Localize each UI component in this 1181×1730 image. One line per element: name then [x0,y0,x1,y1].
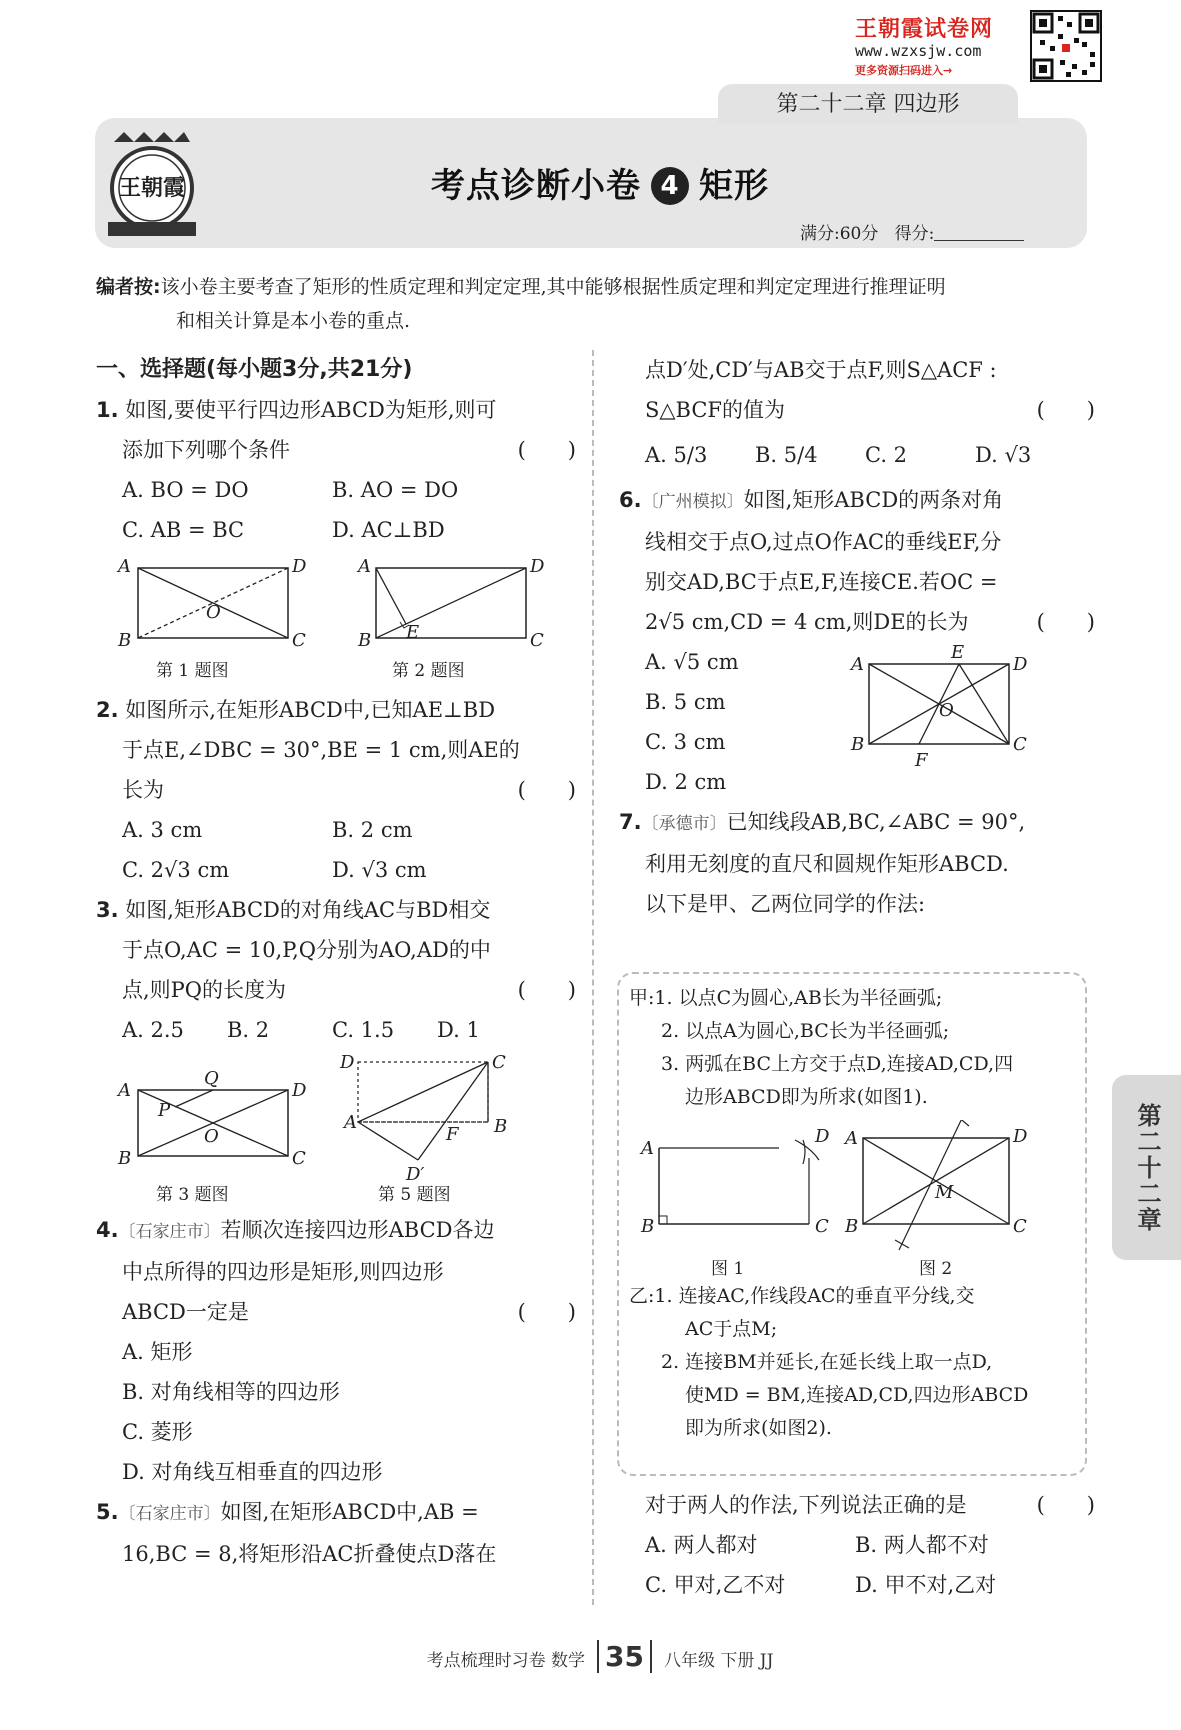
q5-source: 〔石家庄市〕 [118,1504,221,1524]
fig3-caption: 第 3 题图 [156,1185,229,1205]
svg-text:C: C [815,1216,829,1237]
q5-text3: 点D′处,CD′与AB交于点F,则S△ACF : [645,358,997,382]
figure-6 [839,642,1039,772]
q4-option-a[interactable]: A. 矩形 [122,1340,193,1364]
svg-text:D: D [1013,654,1028,675]
q3-option-b[interactable]: B. 2 [227,1018,270,1042]
q7-text1: 已知线段AB,BC,∠ABC = 90°, [726,810,1026,834]
fig5-caption: 第 5 题图 [378,1185,451,1205]
q4-number: 4. [96,1218,119,1242]
q7-option-b[interactable]: B. 两人都不对 [855,1533,989,1557]
svg-text:C: C [1013,734,1027,755]
q5-text1: 如图,在矩形ABCD中,AB = [220,1500,479,1524]
q2-text3: 长为 [122,778,164,802]
q6-option-a[interactable]: A. √5 cm [645,650,739,674]
q3-answer-blank[interactable]: ( ) [517,978,576,1002]
svg-text:A: A [851,654,864,675]
brand-url[interactable]: www.wzxsjw.com [855,42,982,60]
q5-answer-blank[interactable]: ( ) [1036,398,1095,422]
svg-text:F: F [446,1124,459,1145]
question-4 [96,1210,576,1492]
q1-option-c[interactable]: C. AB = BC [122,518,245,542]
left-column [96,350,576,1574]
score-blank[interactable] [934,224,1024,241]
svg-text:B: B [494,1116,508,1137]
q4-option-b[interactable]: B. 对角线相等的四边形 [122,1380,340,1404]
q7-text2: 利用无刻度的直尺和圆规作矩形ABCD. [645,852,1009,876]
q5-option-a[interactable]: A. 5/3 [645,443,708,467]
svg-text:B: B [851,734,865,755]
q2-option-b[interactable]: B. 2 cm [332,818,413,842]
svg-text:A: A [641,1138,654,1159]
q2-answer-blank[interactable]: ( ) [517,778,576,802]
question-1 [96,390,576,550]
svg-text:F: F [915,750,928,771]
q1-option-d[interactable]: D. AC⊥BD [332,518,445,542]
q1-text1: 如图,要使平行四边形ABCD为矩形,则可 [125,398,497,422]
svg-text:D: D [292,556,307,577]
chapter-tab: 第二十二章 四边形 [718,84,1018,124]
question-3 [96,890,576,1050]
q7-option-d[interactable]: D. 甲不对,乙对 [855,1573,997,1597]
q3-option-a[interactable]: A. 2.5 [122,1018,184,1042]
question-7 [619,802,1085,924]
jia-step3: 3. 两弧在BC上方交于点D,连接AD,CD,四 [661,1053,1014,1075]
q6-text1: 如图,矩形ABCD的两条对角 [743,488,1004,512]
question-2 [96,690,576,890]
q6-option-c[interactable]: C. 3 cm [645,730,726,754]
editor-note-line2: 和相关计算是本小卷的重点. [176,310,411,332]
q2-option-a[interactable]: A. 3 cm [122,818,203,842]
jia-step1: 甲:1. 以点C为圆心,AB长为半径画弧; [629,987,943,1009]
score-line [800,219,1024,244]
figure-5 [339,1052,507,1205]
footer-left: 考点梳理时习卷 数学 [426,1651,585,1671]
svg-text:A: A [118,1080,131,1101]
question-5-start [96,1492,566,1574]
yi-step2-cont: 使MD = BM,连接AD,CD,四边形ABCD [685,1384,1029,1406]
q3-option-d[interactable]: D. 1 [437,1018,480,1042]
title-number-badge: 4 [651,167,689,205]
fig1-caption: 第 1 题图 [156,661,229,681]
q1-number: 1. [96,398,119,422]
yi-step1: 乙:1. 连接AC,作线段AC的垂直平分线,交 [629,1285,975,1307]
q3-q5-figures [96,1050,566,1210]
svg-text:C: C [530,630,544,651]
q6-number: 6. [619,488,642,512]
svg-text:A: A [344,1112,357,1133]
q2-option-c[interactable]: C. 2√3 cm [122,858,230,882]
svg-text:D: D [530,556,545,577]
jia-step2: 2. 以点A为圆心,BC长为半径画弧; [661,1020,950,1042]
q1-option-a[interactable]: A. BO = DO [122,478,249,502]
figure-3 [116,1068,307,1205]
q4-text3: ABCD一定是 [122,1300,249,1324]
fig7-2-caption: 图 2 [919,1259,953,1279]
q7-ask: 对于两人的作法,下列说法正确的是 [645,1493,967,1517]
editor-note [96,270,1088,338]
footer [300,1640,900,1673]
q7-option-c[interactable]: C. 甲对,乙不对 [645,1573,786,1597]
q3-text3: 点,则PQ的长度为 [122,978,287,1002]
q3-text2: 于点O,AC = 10,P,Q分别为AO,AD的中 [122,938,491,962]
q6-text3: 别交AD,BC于点E,F,连接CE.若OC = [645,570,998,594]
score-got: 得分: [894,224,935,244]
title-post: 矩形 [699,166,769,206]
q6-option-d[interactable]: D. 2 cm [645,770,727,794]
column-divider [592,350,594,1605]
q7-figures [619,1120,1085,1280]
q2-text1: 如图所示,在矩形ABCD中,已知AE⊥BD [125,698,496,722]
fig7-1-caption: 图 1 [711,1259,745,1279]
figure-7-1 [639,1126,830,1279]
question-5-cont [645,350,1095,480]
fig2-caption: 第 2 题图 [392,661,465,681]
q4-answer-blank[interactable]: ( ) [517,1300,576,1324]
q2-text2: 于点E,∠DBC = 30°,BE = 1 cm,则AE的 [122,738,520,762]
q1-answer-blank[interactable]: ( ) [517,438,576,462]
q7-text3: 以下是甲、乙两位同学的作法: [645,892,926,916]
question-6 [619,480,1095,802]
q4-text1: 若顺次连接四边形ABCD各边 [220,1218,495,1242]
section-heading: 一、选择题(每小题3分,共21分) [96,357,413,382]
q7-answer-blank[interactable]: ( ) [1036,1493,1095,1517]
svg-text:B: B [358,630,372,651]
q5-option-d[interactable]: D. √3 [975,443,1032,467]
qr-code[interactable] [1030,10,1102,82]
q6-answer-blank[interactable]: ( ) [1036,610,1095,634]
q4-text2: 中点所得的四边形是矩形,则四边形 [122,1260,444,1284]
svg-text:E: E [951,642,965,663]
q1-q2-figures [96,550,566,690]
q2-number: 2. [96,698,119,722]
svg-text:Q: Q [204,1068,219,1089]
q5-text2: 16,BC = 8,将矩形沿AC折叠使点D落在 [122,1542,497,1566]
q7-number: 7. [619,810,642,834]
q5-option-c[interactable]: C. 2 [865,443,908,467]
yi-step2-end: 即为所求(如图2). [685,1417,832,1439]
q1-text2: 添加下列哪个条件 [122,438,290,462]
yi-step1-cont: AC于点M; [685,1318,778,1340]
svg-text:C: C [292,1148,306,1169]
svg-text:C: C [292,630,306,651]
q2-option-d[interactable]: D. √3 cm [332,858,427,882]
svg-text:A: A [358,556,371,577]
logo-text: 王朝霞 [118,175,186,201]
q7-source: 〔承德市〕 [641,814,727,834]
svg-text:D: D [815,1126,830,1147]
page-title [300,158,900,207]
q3-text1: 如图,矩形ABCD的对角线AC与BD相交 [125,898,491,922]
q7-option-a[interactable]: A. 两人都对 [645,1533,758,1557]
q4-option-c[interactable]: C. 菱形 [122,1420,193,1444]
q5-option-b[interactable]: B. 5/4 [755,443,818,467]
svg-text:D: D [1013,1126,1028,1147]
editor-note-label: 编者按: [96,276,161,298]
q4-source: 〔石家庄市〕 [118,1222,221,1242]
svg-text:O: O [204,1126,219,1147]
brand-logo-icon [102,130,202,240]
svg-text:B: B [118,1148,132,1169]
svg-text:M: M [935,1182,954,1203]
q5-number: 5. [96,1500,119,1524]
svg-text:E: E [406,622,420,643]
q5-text4: S△BCF的值为 [645,398,785,422]
q3-option-c[interactable]: C. 1.5 [332,1018,395,1042]
svg-text:D: D [340,1052,355,1073]
right-column [619,350,1095,924]
svg-text:B: B [845,1216,859,1237]
chapter-side-tab[interactable]: 第二十二章 [1112,1075,1181,1260]
q3-number: 3. [96,898,119,922]
q6-source: 〔广州模拟〕 [641,492,744,512]
q6-text2: 线相交于点O,过点O作AC的垂线EF,分 [645,530,1002,554]
brand-more-text: 更多资源扫码进入→ [855,64,953,77]
svg-text:P: P [158,1100,171,1121]
q6-option-b[interactable]: B. 5 cm [645,690,726,714]
method-box [617,972,1087,1476]
svg-text:B: B [118,630,132,651]
question-7-answers [645,1485,1095,1605]
score-full: 满分:60分 [800,224,879,244]
svg-text:B: B [641,1216,655,1237]
q6-text4: 2√5 cm,CD = 4 cm,则DE的长为 [645,610,969,634]
svg-text:O: O [939,700,954,721]
q4-option-d[interactable]: D. 对角线互相垂直的四边形 [122,1460,383,1484]
svg-text:D′: D′ [406,1164,425,1185]
page-number: 35 [597,1640,652,1673]
q1-option-b[interactable]: B. AO = DO [332,478,459,502]
figure-7-2 [843,1120,1028,1279]
brand-name: 王朝霞试卷网 [855,17,994,42]
svg-text:O: O [206,602,221,623]
title-pre: 考点诊断小卷 [431,166,641,206]
svg-text:C: C [492,1052,506,1073]
yi-step2: 2. 连接BM并延长,在延长线上取一点D, [661,1351,993,1373]
jia-step3-cont: 边形ABCD即为所求(如图1). [685,1086,928,1108]
svg-text:A: A [845,1128,858,1149]
svg-text:A: A [118,556,131,577]
footer-right: 八年级 下册 JJ [663,1651,774,1671]
figure-2 [356,556,545,681]
svg-text:D: D [292,1080,307,1101]
editor-note-line1: 该小卷主要考查了矩形的性质定理和判定定理,其中能够根据性质定理和判定定理进行推理证明 [160,276,946,298]
svg-text:C: C [1013,1216,1027,1237]
figure-1 [116,556,307,681]
